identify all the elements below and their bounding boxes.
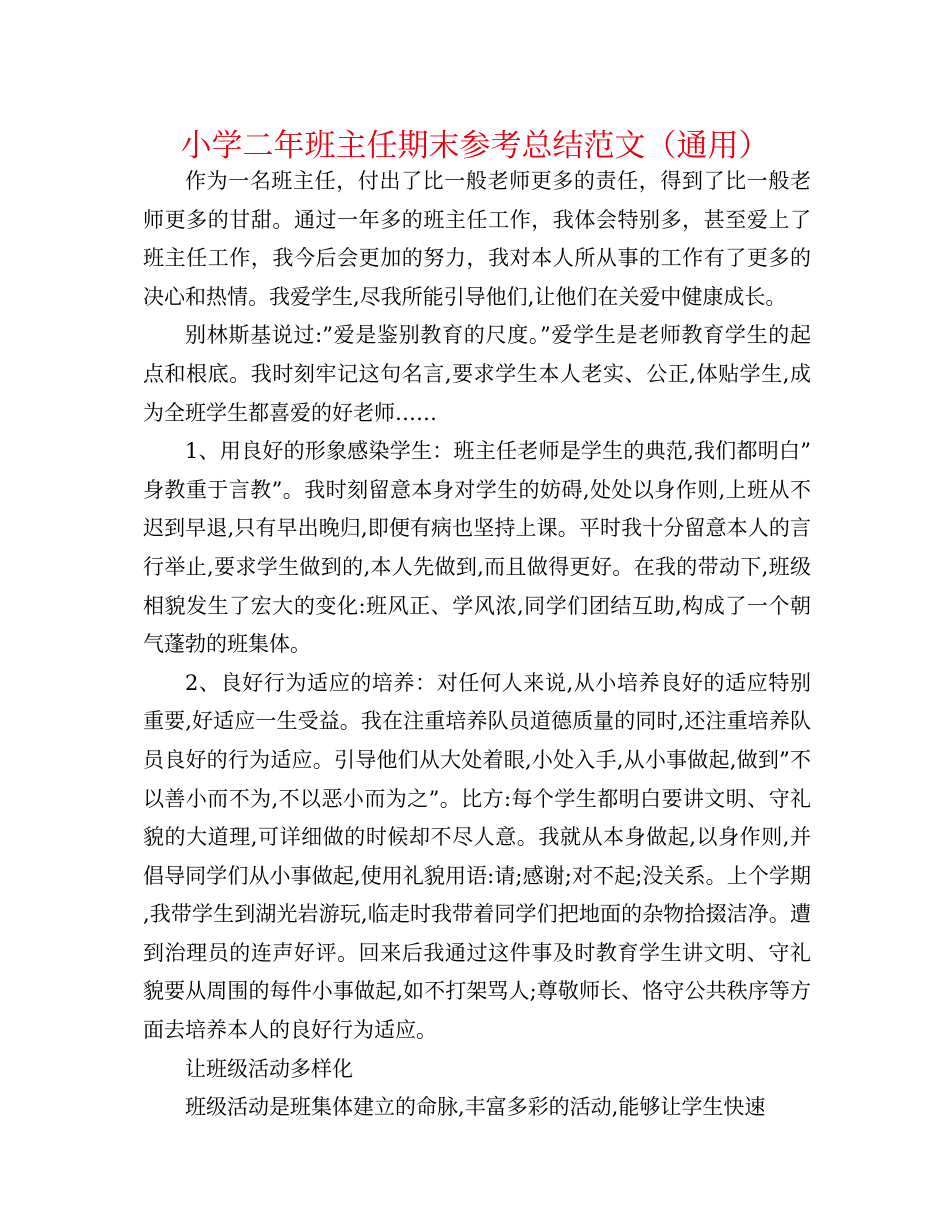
paragraph-intro: 作为一名班主任，付出了比一般老师更多的责任，得到了比一般老师更多的甘甜。通过一年多的班主任工作，我体会特别多，甚至爱上了班主任工作，我今后会更加的努力，我对本人所从事的工作有了更多的决心和热情。我爱学生,尽我所能引导他们,让他们在关爱中健康成长。: [143, 169, 811, 309]
paragraph-point-2: 2、良好行为适应的培养：对任何人来说,从小培养良好的适应特别重要,好适应一生受益。我在注重培养队员道德质量的同时,还注重培养队员良好的行为适应。引导他们从大处着眼,小处入手,从小事做起,做到”不以善小而不为,不以恶小而为之”。比方:每个学生都明白要讲文明、守礼貌的大道理,可详细做的时候却不尽人意。我就从本身做起,以身作则,并倡导同学们从小事做起,使用礼貌用语:请;感谢;对不起;没关系。上个学期,我带学生到湖光岩游玩,临走时我带着同学们把地面的杂物拾掇洁净。遭到治理员的连声好评。回来后我通过这件事及时教育学生讲文明、守礼貌要从周围的每件小事做起,如不打架骂人;尊敬师长、恪守公共秩序等方面去培养本人的良好行为适应。: [143, 670, 811, 1043]
section-subheading: 让班级活动多样化: [185, 1056, 353, 1081]
paragraph-belinsky-quote: 别林斯基说过:”爱是鉴别教育的尺度。”爱学生是老师教育学生的起点和根底。我时刻牢记这句名言,要求学生本人老实、公正,体贴学生,成为全班学生都喜爱的好老师……: [143, 323, 811, 425]
document-body: [143, 162, 811, 1127]
paragraph-point-1: 1、用良好的形象感染学生：班主任老师是学生的典范,我们都明白”身教重于言教”。我时刻留意本身对学生的妨碍,处处以身作则,上班从不迟到早退,只有早出晚归,即便有病也坚持上课。平时我十分留意本人的言行举止,要求学生做到的,本人先做到,而且做得更好。在我的带动下,班级相貌发生了宏大的变化:班风正、学风浓,同学们团结互助,构成了一个朝气蓬勃的班集体。: [143, 439, 811, 657]
paragraph-last: 班级活动是班集体建立的命脉,丰富多彩的活动,能够让学生快速: [185, 1095, 766, 1120]
document-title: 小学二年班主任期末参考总结范文（通用）: [180, 128, 770, 164]
